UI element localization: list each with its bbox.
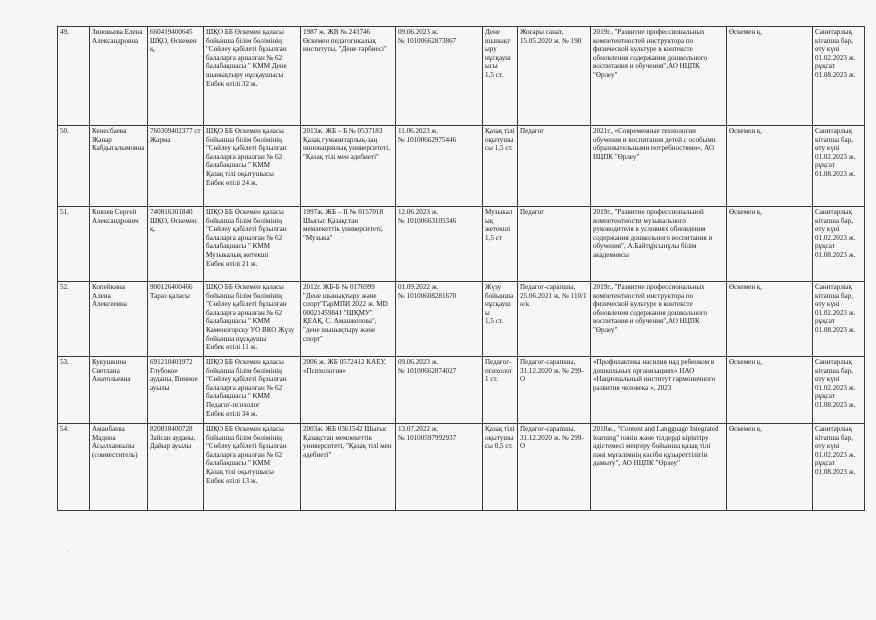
table-row [58,357,865,424]
row-number: 49. [58,27,90,126]
category: Педагог-сарапшы, 25.06.2021 ж. № 110/1 н/к [518,282,591,357]
medical-book: Санитарлық кітапша бар, өту күні 01.02.2023 ж. рұқсат 01.08.2023 ж. [813,207,865,282]
workplace: ШҚО ББ Өскемен қаласы бойынша білім бөлімінің "Сөйлеу қабілеті бұзылған балаларға арналған № 62 балабақшасы " КММ Дене шынықтыру нұсқаушысы Енбек өтілі 32 ж. [204,27,301,126]
full-name: Аманбаева Мадина Асылханкызы (совместитель) [90,424,148,511]
workplace: ШҚО ББ Өскемен қаласы бойынша білім бөлімінің "Сөйлеу қабілеті бұзылған балаларға арналған № 62 балабақшасы " КММ Каменогорску УО ВКО Жүзу бойынша нұсқаушы Енбек өтілі 11 ж. [204,282,301,357]
medical-book: Санитарлық кітапша бар, өту күні 01.02.2023 ж. рұқсат 01.08.2023 ж. [813,27,865,126]
medical-book: Санитарлық кітапша бар, өту күні 01.02.2023 ж. рұқсат 01.08.2023 ж. [813,126,865,207]
category: Педагог-сарапшы, 31.12.2020 ж. № 299-О [518,357,591,424]
table-row [58,282,865,357]
row-number: 52. [58,282,90,357]
medical-book: Санитарлық кітапша бар, өту күні 01.02.2023 ж. рұқсат 01.08.2023 ж. [813,282,865,357]
table-row [58,126,865,207]
row-number: 54. [58,424,90,511]
courses: 2021г., «Современные технологии обучения и воспитания детей с особыми образовательными потребностями», АО НЦПК "Өрлеу" [591,126,727,207]
courses: 2018ж., "Content and Langguage Integrated learning" пәнін және тілдерді кіріктіру әдістемесі меңгеру бойынша қазақ тілі пəні мұғалімнің кəсіби құзыреттілігін дамыту", АО НЦПК "Өрлеу" [591,424,727,511]
workplace: ШҚО ББ Өскемен қаласы бойынша білім бөлімінің "Сөйлеу қабілеті бұзылған балаларға арналған № 62 балабақшасы " КММ Педагог-психолог Енбек өтілі 34 ж. [204,357,301,424]
city: Өскемен қ. [727,126,813,207]
education: 2006 ж. ЖБ 0572412 КАЕУ, «Психология» [301,357,396,424]
full-name: Кенесбаева Жанар Кабдыгалымовна [90,126,148,207]
position: Қазақ тілі оқытушысы 1,5 ст. [483,126,518,207]
iin-birthplace: 820818400728 Зайсан ауданы, Дайыр ауылы [148,424,204,511]
courses: 2019г., "Развитие профессиональной компетентности музыкального руководителя в условиях обновления содержания дошкольного воспитания и обучения", А.Байтұрсынұлы білім академиясы [591,207,727,282]
iin-birthplace: 760309402377 ст Жарма [148,126,204,207]
education: 2003ж. ЖБ 0361542 Шығыс Қазақстан мемлекеттік университеті, "Қазақ тілі мен әдебиеті" [301,424,396,511]
certificate: 09.06.2023 ж. № 10100662873867 [396,27,483,126]
full-name: Князев Сергей Александрович [90,207,148,282]
position: Педагог-психолог 1 ст. [483,357,518,424]
education: 2012г. ЖБ-Б № 0176999 "Дене шынықтыру және спорт"ГарМПИ 2022 ж. MD 00021459841 "ШҚМУ" ҚЕАҚ, С. Аманжолова", "дене шынықтыру және спорт" [301,282,396,357]
iin-birthplace: 691210401972 Глубокое ауданы, Винное ауылы [148,357,204,424]
scan-speck: · [66,547,69,556]
staff-table [57,26,865,511]
courses: 2019г., "Развитие профессиональных компетентностей инструктора по физической культуре в контексте обновления содержания дошкольного воспитания и обучения",АО НЦПК "Өрлеу" [591,282,727,357]
education: 1987 ж. ЖВ № 243746 Өскемен педагогикалық институты, "Дене тәрбиесі" [301,27,396,126]
city: Өскемен қ. [727,282,813,357]
medical-book: Санитарлық кітапша бар, өту күні 01.02.2023 ж. рұқсат 01.08.2023 ж. [813,424,865,511]
workplace: ШҚО ББ Өскемен қаласы бойынша білім бөлімінің "Сөйлеу қабілеті бұзылған балаларға арналған № 62 балабақшасы " КММ Қазақ тілі оқытушысы Енбек өтілі 13 ж. [204,424,301,511]
city: Өскемен қ. [727,207,813,282]
table-row [58,207,865,282]
row-number: 50. [58,126,90,207]
table-row [58,27,865,126]
category: Жоғары санат, 15.05.2020 ж. № 190 [518,27,591,126]
full-name: Копейкина Алена Алексеевна [90,282,148,357]
certificate: 13.07.2022 ж. № 10100597992937 [396,424,483,511]
certificate: 12.06.2023 ж. № 10100663105346 [396,207,483,282]
iin-birthplace: 900126400466 Тараз қаласы [148,282,204,357]
full-name: Зиновьева Елена Александровна [90,27,148,126]
iin-birthplace: 660419400645 ШҚО, Өскемен қ. [148,27,204,126]
row-number: 53. [58,357,90,424]
city: Өскемен қ. [727,357,813,424]
certificate: 09.06.2023 ж. № 10100662874027 [396,357,483,424]
education: 2013ж. ЖБ – Б № 0537183 Қазақ гуманитарлық-заң инновациялық университеті, "Қазақ тілі мен әдебиеті" [301,126,396,207]
category: Педагог [518,207,591,282]
category: Педагог [518,126,591,207]
position: Жүзу бойынша нұсқаушы 1,5 ст. [483,282,518,357]
workplace: ШҚО ББ Өскемен қаласы бойынша білім бөлімінің "Сөйлеу қабілеті бұзылған балаларға арналған № 62 балабақшасы " КММ Музыкалық жетекші Енбек өтілі 21 ж. [204,207,301,282]
courses: «Профилактика насилия над ребенком в дошкольных организациях» НАО «Национальный институт гармоничного развития человека », 2023 [591,357,727,424]
city: Өскемен қ. [727,424,813,511]
education: 1997ж. ЖБ – II № 0157018 Шығыс Қазақстан мемлекеттік университеті, "Музыка" [301,207,396,282]
courses: 2019г., "Развитие профессиональных компетентностей инструктора по физической культуре в контексте обновления содержания дошкольного воспитания и обучения",АО НЦПК "Өрлеу" [591,27,727,126]
iin-birthplace: 740816301840 ШҚО, Өскемен қ. [148,207,204,282]
medical-book: Санитарлық кітапша бар, өту күні 01.02.2023 ж. рұқсат 01.08.2023 ж. [813,357,865,424]
position: Дене шынықтыру нұсқаушысы 1,5 ст. [483,27,518,126]
category: Педагог-сарапшы, 31.12.2020 ж. № 299-О [518,424,591,511]
certificate: 11.06.2023 ж. № 10100662975446 [396,126,483,207]
position: Музыкалық жетекші 1,5 ст [483,207,518,282]
row-number: 51. [58,207,90,282]
city: Өскемен қ. [727,27,813,126]
full-name: Кукушкина Светлана Анатольевна [90,357,148,424]
workplace: ШҚО ББ Өскемен қаласы бойынша білім бөлімінің "Сөйлеу қабілеті бұзылған балаларға арналған № 62 балабақшасы " КММ Қазақ тілі оқытушысы Енбек өтілі 24 ж. [204,126,301,207]
certificate: 01.09.2022 ж. № 10100608281670 [396,282,483,357]
position: Қазақ тілі оқытушысы 0,5 ст. [483,424,518,511]
table-row [58,424,865,511]
